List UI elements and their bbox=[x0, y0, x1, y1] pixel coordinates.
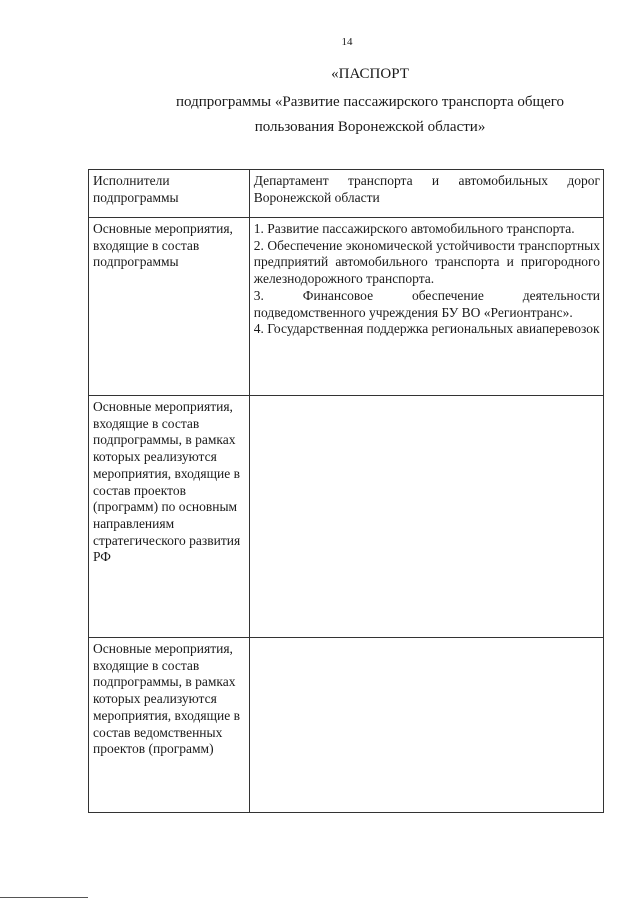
table-row bbox=[89, 396, 604, 638]
document-subtitle-line-2: пользования Воронежской области» bbox=[254, 119, 486, 135]
row-value-main-activities bbox=[249, 218, 603, 396]
table-row bbox=[89, 218, 604, 396]
table-row bbox=[89, 170, 604, 218]
row-label-main-activities: Основные мероприятия, входящие в состав подпрограммы bbox=[89, 218, 250, 396]
document-title: «ПАСПОРТ bbox=[331, 66, 409, 82]
row-value-executors: Департамент транспорта и автомобильных дорог Воронежской области bbox=[249, 170, 603, 218]
row-label-departmental-projects: Основные мероприятия, входящие в состав подпрограммы, в рамках которых реализуются мероприятия, входящие в состав ведомственных проектов (программ) bbox=[89, 638, 250, 813]
table-row bbox=[89, 638, 604, 813]
page-number: 14 bbox=[341, 36, 353, 48]
document-subtitle-line-1: подпрограммы «Развитие пассажирского транспорта общего bbox=[175, 94, 565, 110]
passport-table bbox=[88, 169, 604, 813]
row-label-strategic-projects: Основные мероприятия, входящие в состав подпрограммы, в рамках которых реализуются мероприятия, входящие в состав проектов (программ) по основным направлениям стратегического развития РФ bbox=[89, 396, 250, 638]
activity-item-3: 3. Финансовое обеспечение деятельности подведомственного учреждения БУ ВО «Регионтранс». bbox=[253, 287, 600, 320]
activity-item-1: 1. Развитие пассажирского автомобильного транспорта. bbox=[253, 221, 575, 236]
activity-item-4: 4. Государственная поддержка региональных авиаперевозок bbox=[253, 321, 600, 337]
row-label-executors: Исполнители подпрограммы bbox=[89, 170, 250, 218]
footnote-divider bbox=[0, 897, 88, 898]
activity-item-2: 2. Обеспечение экономической устойчивости транспортных предприятий автомобильного транспорта и пригородного железнодорожного транспорта. bbox=[253, 237, 600, 287]
row-value-departmental-projects bbox=[249, 638, 603, 813]
row-value-strategic-projects bbox=[249, 396, 603, 638]
